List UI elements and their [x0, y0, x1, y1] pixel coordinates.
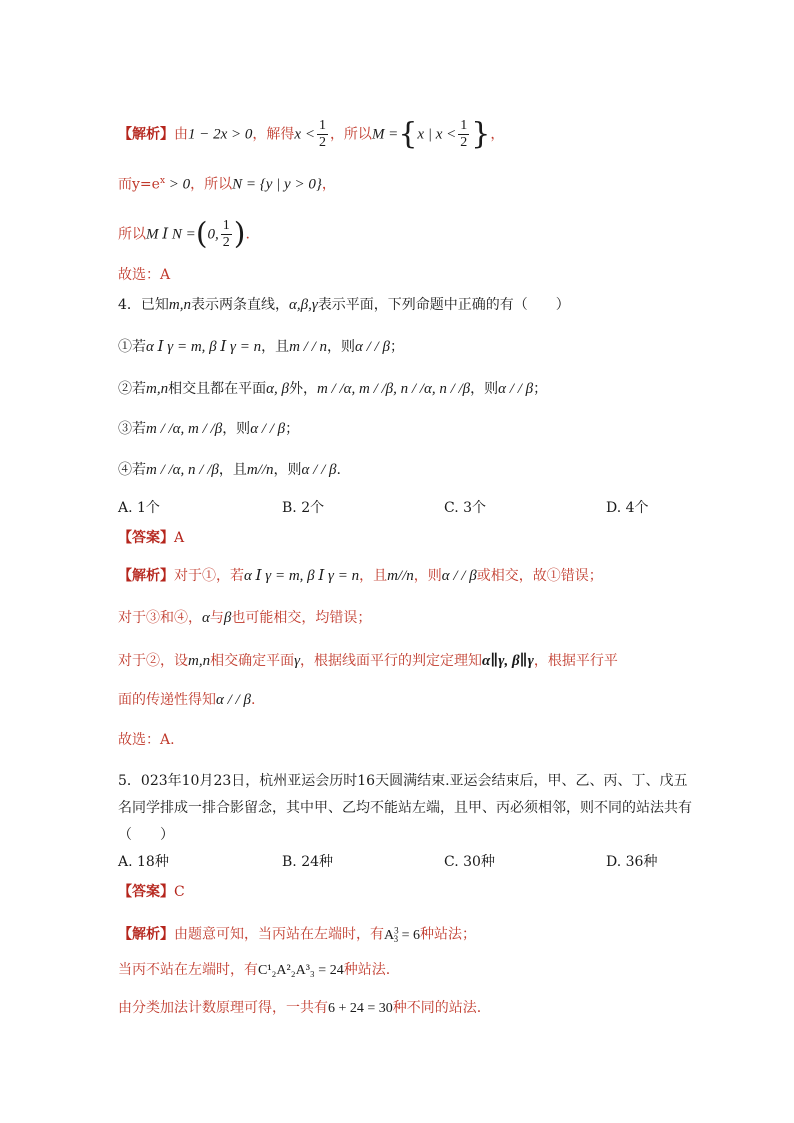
- proposition-2: ②若m,n相交且都在平面α, β外，m / /α, m / /β, n / /α, n / /β，则α / / β；: [118, 381, 548, 397]
- q5-option-a: A. 18种: [118, 854, 169, 870]
- answer-tag: 【答案】: [118, 884, 174, 900]
- q4-explanation-3: 对于②，设m,n相交确定平面γ，根据线面平行的判定定理知α∥γ, β∥γ，根据平行平: [118, 653, 618, 669]
- analysis-tag: 【解析】: [118, 568, 174, 584]
- q5-option-b: B. 24种: [282, 854, 334, 870]
- left-brace: {: [398, 116, 418, 152]
- proposition-4: ④若m / /α, n / /β，且m//n，则α / / β.: [118, 462, 341, 478]
- proposition-3: ③若m / /α, m / /β，则α / / β；: [118, 421, 300, 437]
- solution-conclusion: 故选：A: [118, 267, 171, 283]
- q5-explanation-1: 【解析】由题意可知，当丙站在左端时，有$A^3_3 = 6$种站法；: [118, 925, 477, 945]
- q4-explanation-2: 对于③和④，α与β也可能相交，均错误；: [118, 610, 372, 626]
- fraction: $\frac{1}{2}$: [318, 118, 326, 150]
- right-brace: }: [471, 116, 491, 152]
- analysis-tag: 【解析】: [118, 926, 174, 943]
- question-4-stem: 4．已知m,n表示两条直线，α,β,γ表示平面，下列命题中正确的有（ ）: [118, 297, 570, 313]
- answer-tag: 【答案】: [118, 530, 174, 546]
- solution-line-2: 而$y=e^x > 0$，所以N = {y | y > 0}，: [118, 176, 336, 193]
- question-5-stem-line-3: （ ）: [118, 827, 174, 843]
- q5-option-d: D. 36种: [606, 854, 658, 870]
- fraction: $\frac{1}{2}$: [460, 118, 468, 150]
- q5-option-c: C. 30种: [444, 854, 495, 870]
- q5-answer: 【答案】C: [118, 884, 185, 900]
- question-5-stem-line-2: 名同学排成一排合影留念，其中甲、乙均不能站左端，且甲、丙必须相邻，则不同的站法共有: [118, 800, 692, 816]
- q4-answer: 【答案】A: [118, 530, 185, 546]
- arrangement-formula: $A^3_3 = 6$: [384, 925, 421, 945]
- solution-line-1: 【解析】由1 − 2x > 0，解得x < $\frac{1}{2}$ ，所以M ={x | x < $\frac{1}{2}$ }，: [118, 116, 505, 152]
- q5-explanation-3: 由分类加法计数原理可得，一共有6 + 24 = 30种不同的站法.: [118, 1000, 482, 1016]
- q4-explanation-4: 面的传递性得知α / / β.: [118, 692, 256, 708]
- analysis-tag: 【解析】: [118, 126, 174, 143]
- question-5-stem-line-1: 5．023年10月23日，杭州亚运会历时16天圆满结束.亚运会结束后，甲、乙、丙、丁、戊五: [118, 773, 688, 789]
- q4-option-a: A. 1个: [118, 500, 160, 516]
- q4-explanation-1: 【解析】对于①，若α Ⅰ γ = m, β Ⅰ γ = n，且m//n，则α / / β或相交，故①错误；: [118, 568, 603, 584]
- proposition-1: ①若α Ⅰ γ = m, β Ⅰ γ = n，且m / / n，则α / / β；: [118, 339, 404, 355]
- q4-option-d: D. 4个: [606, 500, 649, 516]
- q4-conclusion: 故选：A.: [118, 732, 175, 748]
- q5-explanation-2: 当丙不站在左端时，有C¹₂A²₂A³₃ = 24种站法.: [118, 962, 391, 978]
- q4-option-c: C. 3个: [444, 500, 487, 516]
- fraction: $\frac{1}{2}$: [222, 218, 230, 250]
- solution-line-3: 所以M Ⅰ N =(0, $\frac{1}{2}$ ).: [118, 216, 250, 252]
- q4-option-b: B. 2个: [282, 500, 325, 516]
